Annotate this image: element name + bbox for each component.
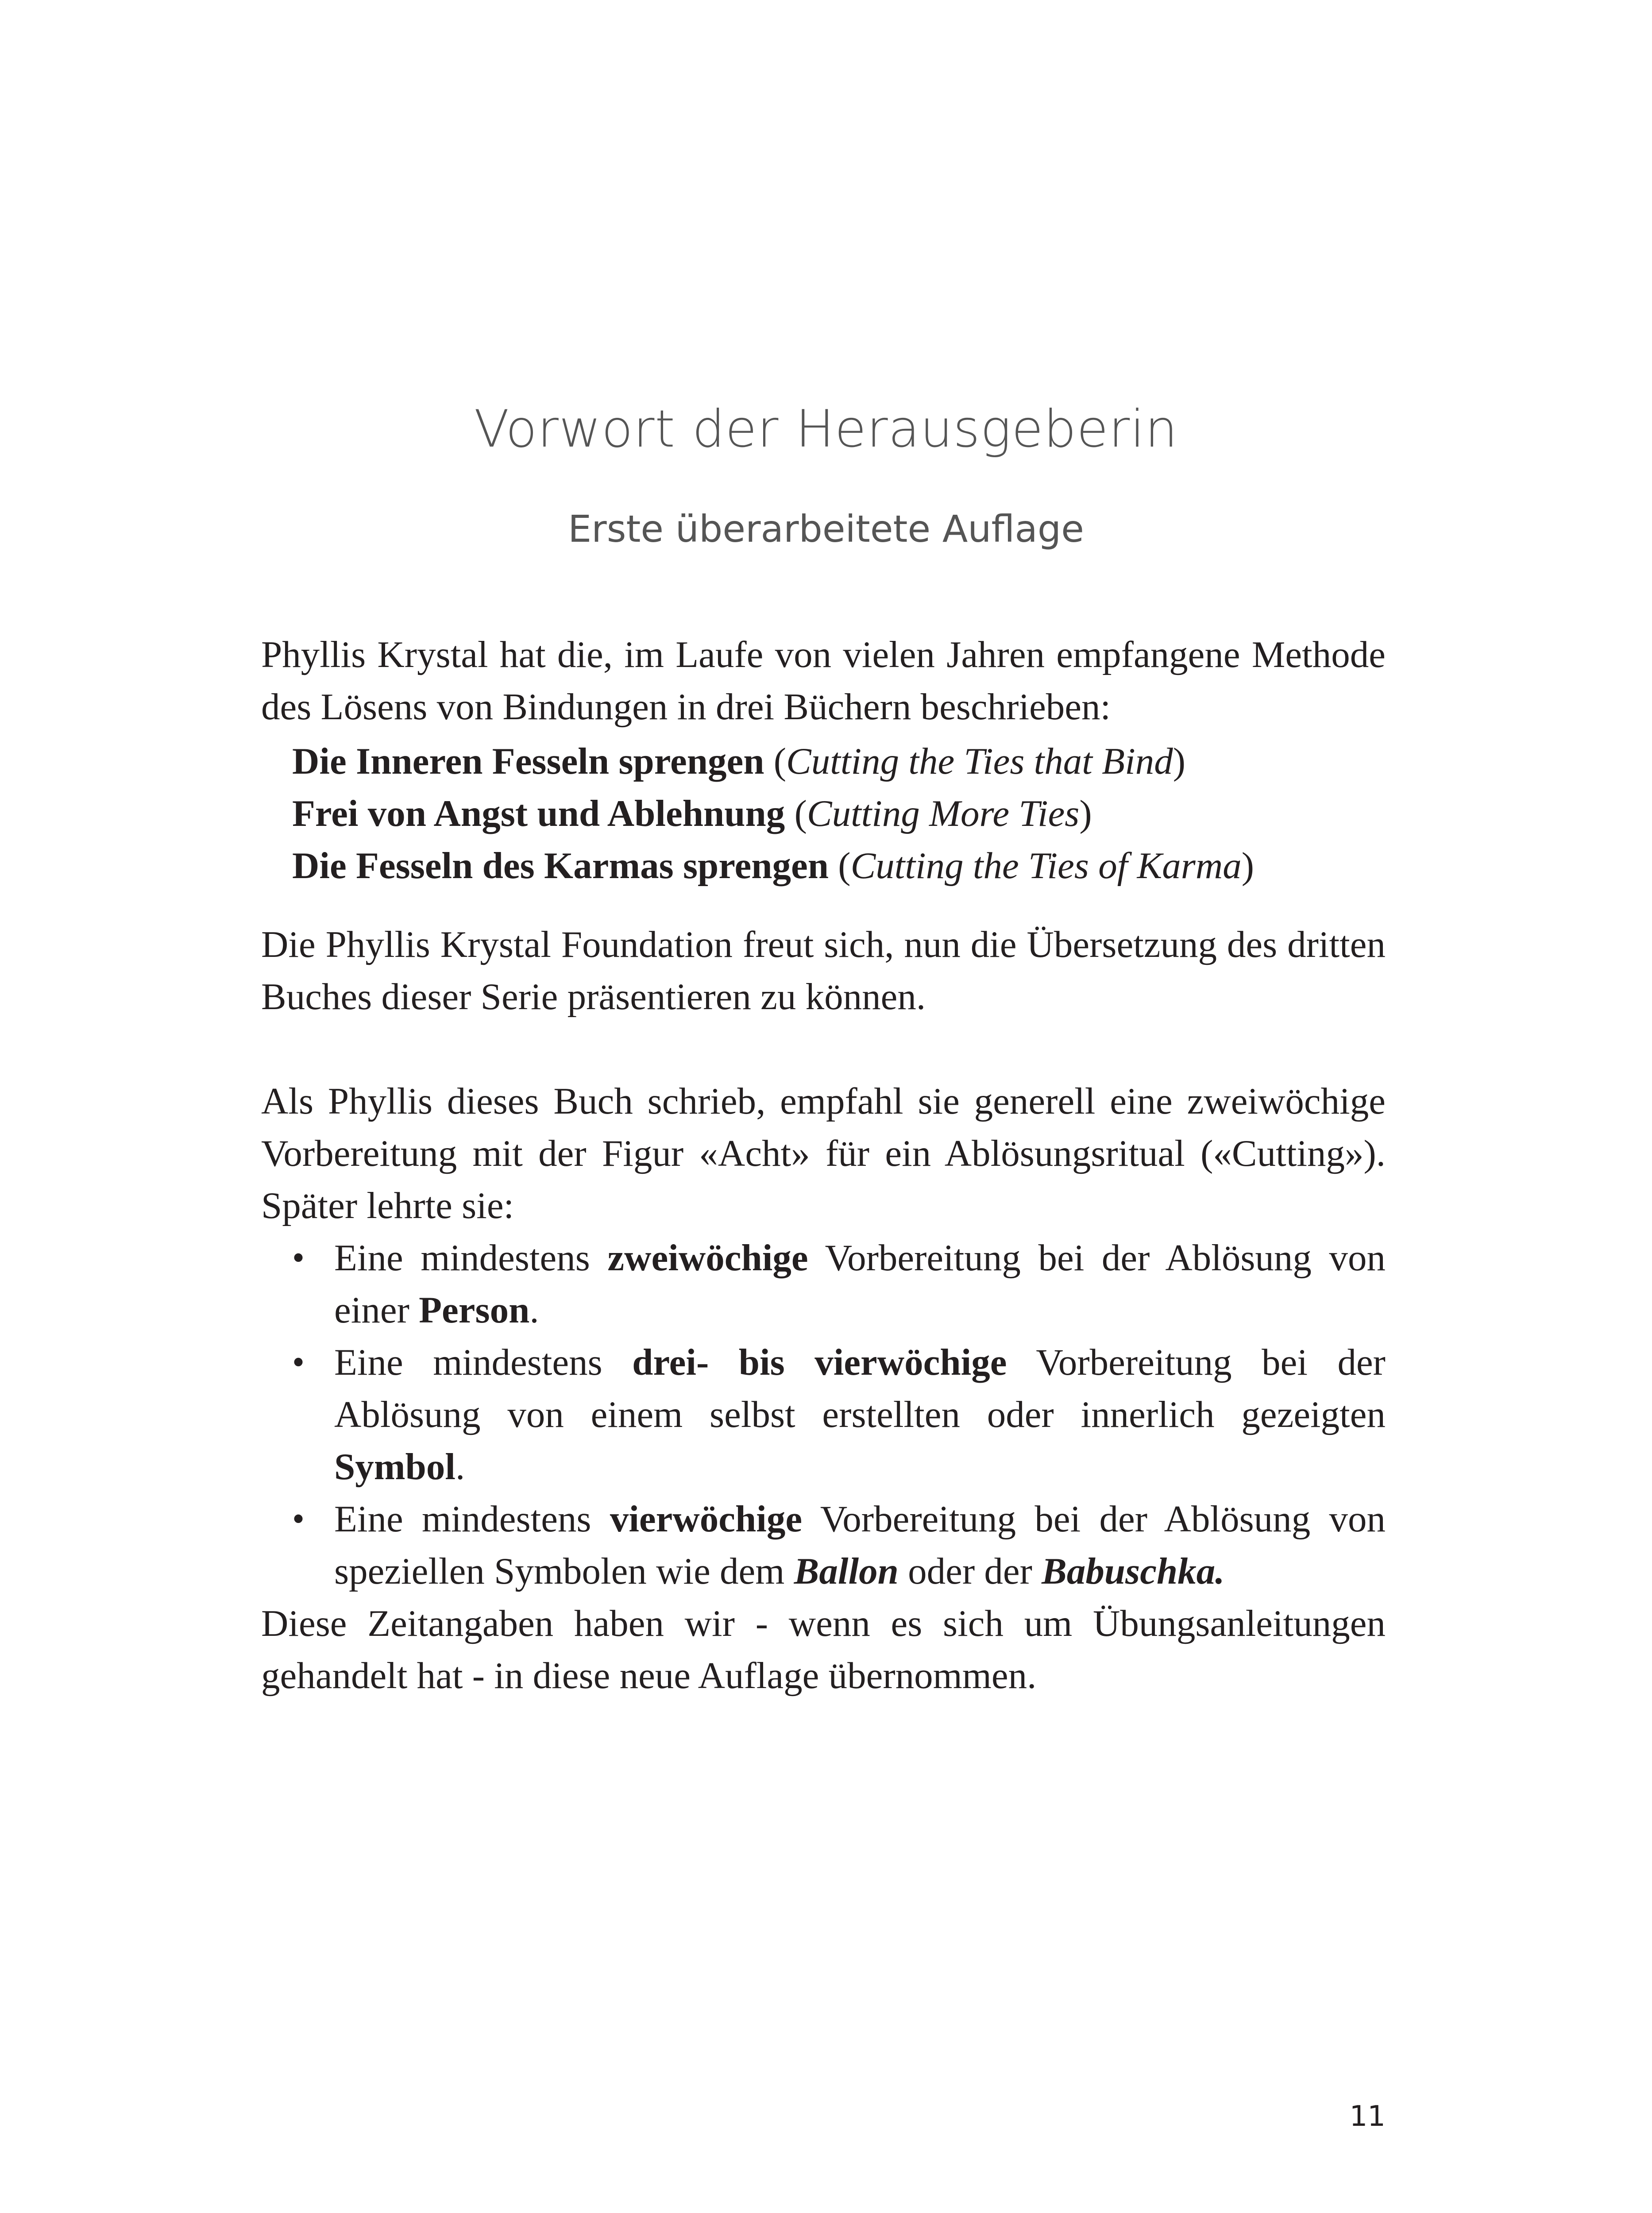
spacer: [261, 892, 1386, 918]
book-list: [292, 735, 1386, 892]
page-title: Vorwort der Herausgeberin: [474, 399, 1178, 459]
book-title: Die Inneren Fesseln sprengen: [292, 740, 764, 782]
list-item-text: Eine mindestens: [334, 1237, 608, 1279]
closing-paragraph: Diese Zeitangaben haben wir - wenn es sich um Übungsanleitungen gehandelt hat - in diese neue Auflage übernommen.: [261, 1603, 1386, 1696]
preparation-paragraph: Als Phyllis dieses Buch schrieb, empfahl sie generell eine zweiwöchige Vorbereitung mit der Figur «Acht» für ein Ablösungsritual («Cutting»). Später lehrte sie:: [261, 1080, 1386, 1226]
emphasis: drei- bis vierwöchige: [632, 1342, 1007, 1383]
book-title: Die Fesseln des Karmas sprengen: [292, 845, 829, 887]
list-item-text: Eine mindestens: [334, 1498, 610, 1540]
emphasis: Babuschka.: [1042, 1550, 1225, 1592]
emphasis: Ballon: [794, 1550, 899, 1592]
book-item: Frei von Angst und Ablehnung (Cutting More Ties): [292, 793, 1092, 834]
bullet-icon: •: [292, 1500, 305, 1538]
list-item-text: oder der: [898, 1550, 1042, 1592]
page-subtitle: Erste überarbeitete Auflage: [568, 507, 1084, 551]
book-title: Frei von Angst und Ablehnung: [292, 793, 785, 834]
spacer: [261, 1023, 1386, 1075]
list-item: [292, 1493, 1386, 1597]
list-item: [292, 1232, 1386, 1336]
emphasis: zweiwöchige: [607, 1237, 808, 1279]
bullet-icon: •: [292, 1238, 305, 1277]
body-text: [261, 628, 1386, 1702]
list-item-text: Vorbereitung bei der Ablösung von einem selbst erstellten oder innerlich gezeigten: [334, 1342, 1386, 1435]
page-number: 11: [1349, 2100, 1386, 2133]
list-item-text: Eine mindestens: [334, 1342, 633, 1383]
list-item-text: .: [455, 1446, 465, 1488]
preparation-list: [261, 1232, 1386, 1597]
list-item: [292, 1336, 1386, 1493]
bullet-icon: •: [292, 1343, 305, 1382]
emphasis: vierwöchige: [610, 1498, 803, 1540]
book-original-title: Cutting the Ties that Bind: [786, 740, 1173, 782]
book-item: Die Inneren Fesseln sprengen (Cutting the Ties that Bind): [292, 740, 1186, 782]
list-item-text: .: [529, 1289, 539, 1331]
emphasis: Symbol: [334, 1446, 455, 1488]
intro-paragraph: Phyllis Krystal hat die, im Laufe von vielen Jahren empfangene Methode des Lösens von Bindungen in drei Büchern beschrieben:: [261, 634, 1386, 728]
list-item-text: Vorbereitung bei der Ablösung von speziellen Symbolen wie dem: [334, 1498, 1386, 1592]
book-original-title: Cutting the Ties of Karma: [850, 845, 1242, 887]
book-item: Die Fesseln des Karmas sprengen (Cutting the Ties of Karma): [292, 845, 1254, 887]
emphasis: Person: [419, 1289, 530, 1331]
book-original-title: Cutting More Ties: [807, 793, 1080, 834]
list-item-text: Vorbereitung bei der Ablösung von einer: [334, 1237, 1386, 1331]
foundation-paragraph: Die Phyllis Krystal Foundation freut sich, nun die Übersetzung des dritten Buches dieser Serie präsentieren zu können.: [261, 924, 1386, 1018]
